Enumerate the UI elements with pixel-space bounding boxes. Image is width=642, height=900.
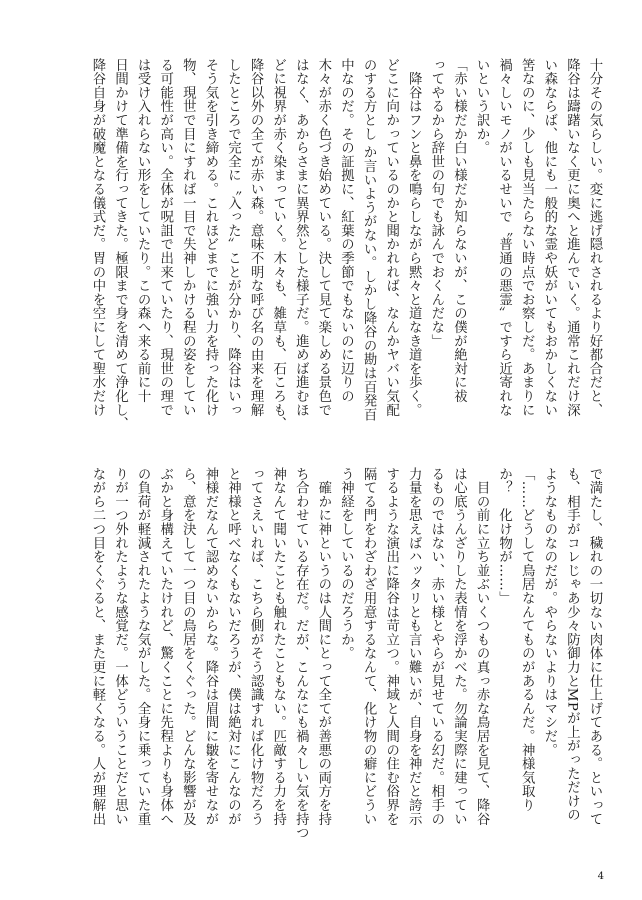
top-block-line: 物、現世で目にすれば一目で失神しかける程の姿をしてい xyxy=(180,58,196,417)
bottom-block-line: 神様だなんて認めないからな。降谷は眉間に皺を寄せなが xyxy=(202,467,218,826)
top-block-line: 筈なのに、少しも見当たらない時点でお察しだ。あまりに xyxy=(519,58,535,417)
bottom-block-line: と神様と呼べなくもないだろうが、僕は絶対にこんなのが xyxy=(225,467,241,826)
bottom-block-line: ってさえいれば、こちら側がそう認識すれば化け物だろう xyxy=(248,467,264,826)
bottom-block-line: う神経をしているのだろうか。 xyxy=(338,467,354,661)
top-block-line: い森ならば、他にも一般的な霊や妖がいてもおかしくない xyxy=(541,58,557,417)
bottom-block-line: するような演出に降谷は苛立つ。神域と人間の住む俗界を xyxy=(383,467,399,826)
top-block-line: 降谷自身が破魔となる儀式だ。胃の中を空にして聖水だけ xyxy=(89,58,105,417)
top-block-line: 中なのだ。その証拠に、紅葉の季節でもないのに辺りの xyxy=(338,58,354,403)
bottom-block-line: ようなものなのだが。やらないよりはマシだ。 xyxy=(541,467,557,757)
top-block-line: る可能性が高い。全体が呪詛で出来ていたり、現世の理で xyxy=(157,58,173,417)
bottom-block-line: か？ 化け物が……」 xyxy=(496,467,512,605)
top-block-line: 木々が赤く色づき始めている。決して見て楽しめる景色で xyxy=(315,58,331,417)
text-block-bottom xyxy=(85,467,605,859)
top-block-line: どに視界が赤く染まっていく。木々も、雑草も、石ころも、 xyxy=(270,58,286,431)
bottom-block-line: ら、意を決して一つ目の鳥居をくぐった。どんな影響が及 xyxy=(180,467,196,826)
bottom-block-line: ぶかと身構えていたけれど、驚くことに先程よりも身体へ xyxy=(157,467,173,826)
bottom-block-line: の負荷が軽減されたような気がした。全身に乗っていた重 xyxy=(135,467,151,826)
top-block-line: したところで完全に〝入った〟ことが分かり、降谷はいっ xyxy=(225,58,241,417)
bottom-block-line: るものではない、赤い様とやらが見せている幻だ。相手の xyxy=(428,467,444,826)
bottom-block-line: 力量を思えばハッタリとも言い難いが、自身を神だと誇示 xyxy=(406,467,422,826)
top-block-line: 「赤い様だか白い様だか知らないが、この僕が絶対に祓 xyxy=(451,58,467,403)
top-block-line: 降谷は躊躇いなく更に奥へと進んでいく。通常これだけ深 xyxy=(564,58,580,417)
bottom-block-line: 神なんて聞いたことも触れたこともない。匹敵する力を持 xyxy=(270,467,286,826)
top-block-line: どこに向かっているのかと聞かれれば、なんかヤバい気配 xyxy=(383,58,399,417)
top-block-line: はなく、あからさまに異界然とした様子だ。進めば進むほ xyxy=(293,58,309,417)
top-block-line: 十分その気らしい。変に逃げ隠れされるより好都合だと、 xyxy=(587,58,602,417)
top-block-line: ってやるから辞世の句でも詠んでおくんだな」 xyxy=(428,58,444,348)
bottom-block-line: は心底うんざりした表情を浮かべた。勿論実際に建ってい xyxy=(451,467,467,826)
bottom-block-line: も、相手がコレじゃあ少々防御力とMPが上がっただけの xyxy=(564,467,580,822)
bottom-block-line: りが一つ外れたような感覚だ。一体どういうことだと思い xyxy=(112,467,128,826)
bottom-block-line: ながら二つ目をくぐると、また更に軽くなる。人が理解出 xyxy=(89,467,105,826)
bottom-block-line: 目の前に立ち並ぶいくつもの真っ赤な鳥居を見て、降谷 xyxy=(474,467,490,826)
bottom-block-line: 隔てる門をわざわざ用意するなんて、化け物の癖にどうい xyxy=(361,467,377,826)
top-block-line: そう気を引き締める。これほどまでに強い力を持った化け xyxy=(202,58,218,417)
top-block-line: いという訳か。 xyxy=(474,58,490,155)
bottom-block-line: ち合わせている存在だ。だが、こんなにも禍々しい気を持つ xyxy=(293,467,309,840)
top-block-line: のする方とし か言いようがない。しかし降谷の勘は百発百 xyxy=(361,58,377,422)
top-block-line: は受け入れらない形をしていたり。この森へ来る前に十 xyxy=(135,58,151,403)
page-number: 4 xyxy=(597,871,604,882)
top-block-line: 禍々しいモノがいるせいで〝普通の悪霊〟ですら近寄れな xyxy=(496,58,512,417)
bottom-block-line: で満たし、穢れの一切ない肉体に仕上げてある。といって xyxy=(587,467,602,826)
bottom-block-line: 「……どうして鳥居なんてものがあるんだ。神様気取り xyxy=(519,467,535,812)
top-block-line: 降谷以外の全てが赤い森。意味不明な呼び名の由来を理解 xyxy=(248,58,264,417)
bottom-block-line: 確かに神というのは人間にとって全てが善悪の両方を持 xyxy=(315,467,331,826)
top-block-line: 日間かけて準備を行ってきた。極限まで身を清めて浄化し、 xyxy=(112,58,128,431)
top-block-line: 降谷はフンと鼻を鳴らしながら黙々と道なき道を歩く。 xyxy=(406,58,422,417)
text-block-top xyxy=(85,58,605,450)
